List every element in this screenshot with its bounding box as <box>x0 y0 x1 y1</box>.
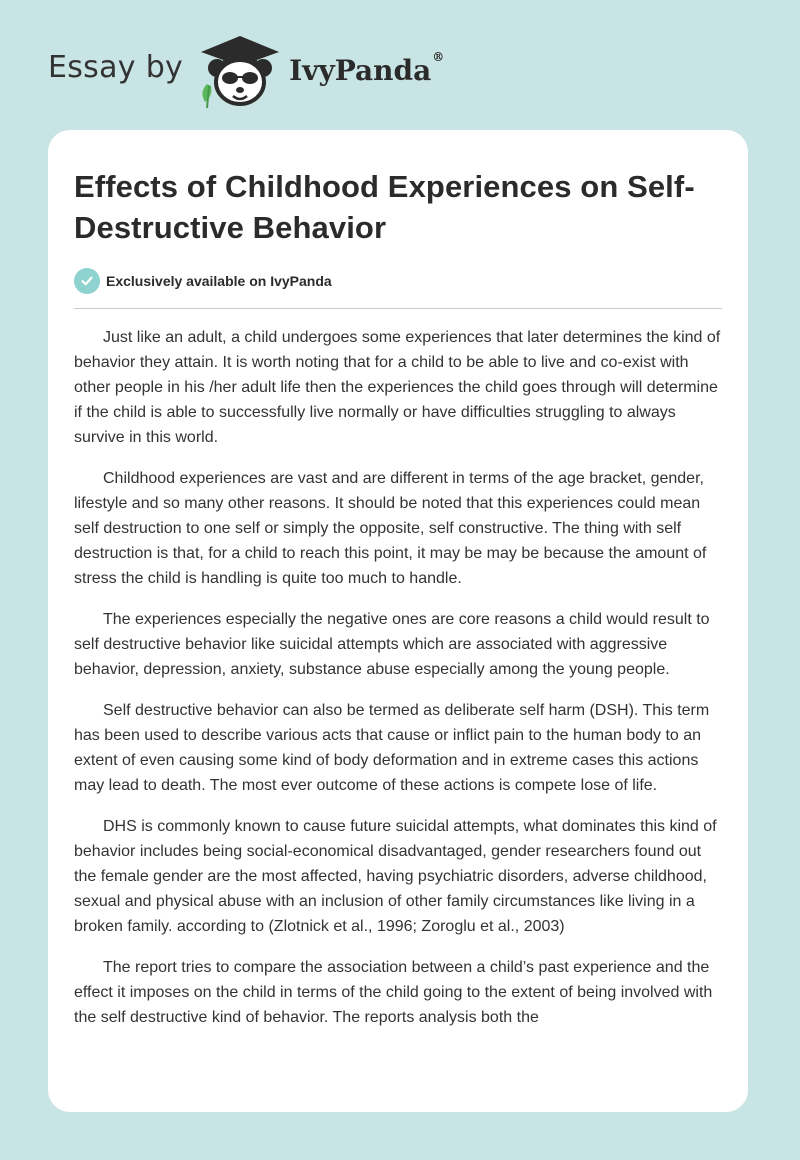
paragraph: DHS is commonly known to cause future suicidal attempts, what dominates this kind of behavior includes being social-economical disadvantaged, gender researchers found out the female gender are the most affected, having psychiatric disorders, adverse childhood, sexual and physical abuse with an inclusion of other family circumstances like living in a broken family. according to (Zlotnick et al., 1996; Zoroglu et al., 2003) <box>74 818 717 935</box>
essay-body <box>74 325 722 1030</box>
divider <box>74 308 722 309</box>
paragraph: Childhood experiences are vast and are different in terms of the age bracket, gender, lifestyle and so many other reasons. It should be noted that this experiences could mean self destruction to one self or simply the opposite, self constructive. The thing with self destruction is that, for a child to reach this point, it may be may be because the amount of stress the child is handling is quite too much to handle. <box>74 470 707 587</box>
brand-name: IvyPanda® <box>289 49 445 87</box>
exclusive-label: Exclusively available on IvyPanda <box>106 273 332 289</box>
paragraph: Just like an adult, a child undergoes some experiences that later determines the kind of behavior they attain. It is worth noting that for a child to be able to live and co-exist with other people in his /her adult life then the experiences the child goes through will determine if the child is able to successfully live normally or have difficulties struggling to always survive in this world. <box>74 329 721 446</box>
brand-header[interactable] <box>48 30 444 110</box>
essay-card <box>48 130 748 1112</box>
exclusive-badge <box>74 268 722 294</box>
paragraph: Self destructive behavior can also be termed as deliberate self harm (DSH). This term has been used to describe various acts that cause or inflict pain to the human body to an extent of even causing some kind of body deformation and in extreme cases this actions may lead to death. The most ever outcome of these actions is compete lose of life. <box>74 702 710 794</box>
check-icon <box>74 268 100 294</box>
paragraph: The experiences especially the negative ones are core reasons a child would result to self destructive behavior like suicidal attempts which are associated with aggressive behavior, depression, anxiety, substance abuse especially among the young people. <box>74 611 710 678</box>
paragraph: The report tries to compare the association between a child’s past experience and the effect it imposes on the child in terms of the child going to the extent of being involved with the self destructive kind of behavior. The reports analysis both the <box>74 959 713 1026</box>
essay-title: Effects of Childhood Experiences on Self-Destructive Behavior <box>74 169 695 245</box>
panda-graduate-logo-icon <box>197 30 283 110</box>
registered-mark: ® <box>432 49 445 64</box>
brand-prefix: Essay by <box>48 49 184 85</box>
